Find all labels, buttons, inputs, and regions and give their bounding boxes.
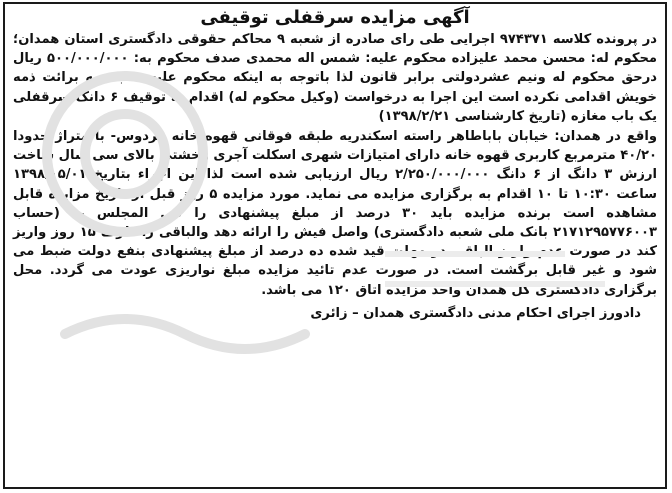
notice-title: آگهی مزایده سرقفلی توقیفی bbox=[200, 7, 470, 28]
notice-paragraph-1: در پرونده کلاسه ۹۷۴۳۷۱ اجرایی طی رای صادره از شعبه ۹ محاکم حقوقی دادگستری استان همدان؛ محکوم له: محسن محمد علیزاده محکوم علیه: شمس اله محمدی صدف محکوم به: ۵۰۰/۰۰۰/۰۰۰ ریال درحق محکوم له ونیم عشردولتی برابر قانون لذا باتوجه به اینکه محکوم علیه نسبت به برائت ذمه خویش اقدامی نکرده است این اجرا به درخواست (وکیل محکوم له) اقدام به توقیف ۶ دانگ سرقفلی یک باب مغازه (تاریخ کارشناسی ۱۳۹۸/۲/۲۱) bbox=[13, 32, 658, 124]
notice-paragraph-2: واقع در همدان: خیابان باباطاهر راسته اسکندریه طبقه فوقانی قهوه خانه فردوس- با متراژ حدودا ۴۰/۲۰ مترمربع کاربری قهوه خانه دارای امتیازات شهری اسکلت آجری وخشتی بالای سی سال ساخت ارزش ۳ دانگ از ۶ دانگ ۲/۲۵۰/۰۰۰/۰۰۰ ریال ارزیابی شده است لذا این اجراء بتاریخ ۱۳۹۸/۰۵/۰۱ ساعت ۱۰:۳۰ تا ۱۰ اقدام به برگزاری مزایده می نماید. مورد مزایده ۵ روز قبل از تاریخ مزایده قابل مشاهده است برنده مزایده باید ۳۰ درصد از مبلغ پیشنهادی را فی المجلس به (حساب ۲۱۷۱۲۹۵۷۷۶۰۰۳ بانک ملی شعبه دادگستری) واصل فیش را ارائه دهد والباقی را ظرف ۱۵ روز واریز کند در صورت عدم واریز الباقی در مهلت قید شده ده درصد از مبلغ پیشنهادی بنفع دولت ضبط می شود و غیر قابل برگشت است. در صورت عدم تائید مزایده مبلغ نواریزی عودت می گردد. محل برگزاری دادگستری کل همدان واحد مزایده اتاق ۱۲۰ می باشد. bbox=[13, 129, 657, 298]
notice-frame bbox=[3, 2, 667, 489]
notice-body bbox=[5, 30, 665, 300]
notice-signature: دادورز اجرای احکام مدنی دادگستری همدان – زائری bbox=[310, 305, 641, 321]
